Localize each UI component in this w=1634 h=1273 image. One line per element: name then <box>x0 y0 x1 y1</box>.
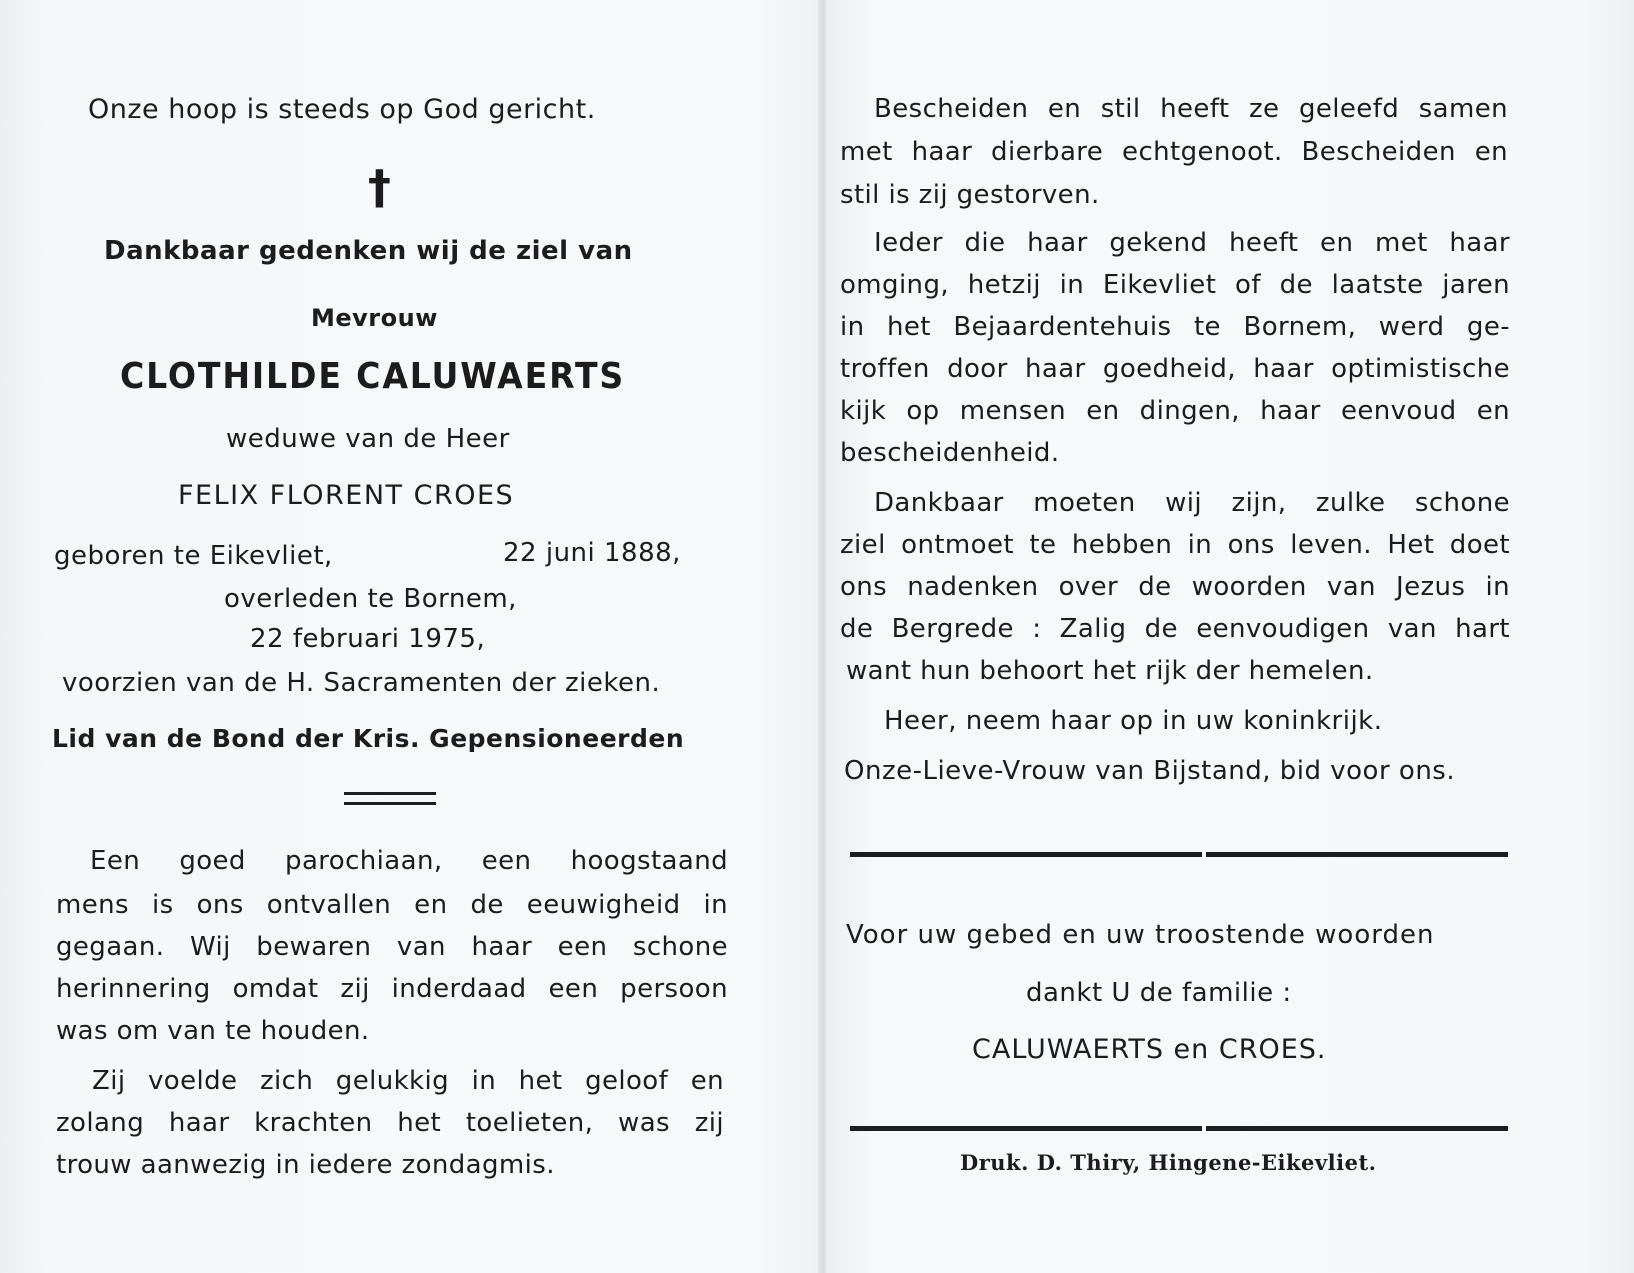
paragraph-line: gegaan. Wij bewaren van haar een schone <box>56 932 728 962</box>
deceased-name: CLOTHILDE CALUWAERTS <box>120 356 626 397</box>
paragraph-line: bescheidenheid. <box>840 438 1060 468</box>
rule-left-segment <box>850 852 1202 857</box>
intro-line: Dankbaar gedenken wij de ziel van <box>104 236 633 266</box>
paragraph-line: troffen door haar goedheid, haar optimistische <box>840 354 1510 384</box>
paragraph-line: want hun behoort het rijk der hemelen. <box>846 656 1374 686</box>
double-rule-bottom <box>344 802 436 805</box>
paragraph-line: was om van te houden. <box>56 1016 370 1046</box>
rule-right-segment <box>1206 852 1508 857</box>
paragraph-line: Een goed parochiaan, een hoogstaand <box>90 846 728 876</box>
born-place: geboren te Eikevliet, <box>54 541 333 571</box>
paragraph-line: herinnering omdat zij inderdaad een persoon <box>56 974 728 1004</box>
rule-right-segment <box>1206 1126 1508 1131</box>
paragraph-line: omging, hetzij in Eikevliet of de laatste jaren <box>840 270 1510 300</box>
printer-credit: Druk. D. Thiry, Hingene-Eikevliet. <box>960 1150 1377 1175</box>
prayer-line: Onze-Lieve-Vrouw van Bijstand, bid voor ons. <box>844 756 1456 786</box>
rule-left-segment <box>850 1126 1202 1131</box>
born-date: 22 juni 1888, <box>503 538 681 568</box>
paragraph-line: mens is ons ontvallen en de eeuwigheid in <box>56 890 728 920</box>
paragraph-line: stil is zij gestorven. <box>840 180 1100 210</box>
sacraments-line: voorzien van de H. Sacramenten der zieken. <box>62 668 661 698</box>
paragraph-line: met haar dierbare echtgenoot. Bescheiden en <box>840 137 1508 167</box>
died-place: overleden te Bornem, <box>224 584 517 614</box>
paragraph-line: zolang haar krachten het toelieten, was zij <box>56 1108 724 1138</box>
paragraph-line: Ieder die haar gekend heeft en met haar <box>874 228 1510 258</box>
paragraph-line: ziel ontmoet te hebben in ons leven. Het doet <box>840 530 1510 560</box>
member-line: Lid van de Bond der Kris. Gepensioneerden <box>52 724 685 753</box>
title-mevrouw: Mevrouw <box>311 304 438 332</box>
thanks-family-line: dankt U de familie : <box>1026 978 1292 1008</box>
prayer-line: Heer, neem haar op in uw koninkrijk. <box>884 706 1383 736</box>
right-page <box>826 0 1634 1273</box>
husband-name: FELIX FLORENT CROES <box>178 480 515 511</box>
widow-of-line: weduwe van de Heer <box>226 424 510 454</box>
paragraph-line: Dankbaar moeten wij zijn, zulke schone <box>874 488 1510 518</box>
thanks-line: Voor uw gebed en uw troostende woorden <box>846 920 1435 950</box>
paragraph-line: ons nadenken over de woorden van Jezus in <box>840 572 1510 602</box>
paragraph-line: trouw aanwezig in iedere zondagmis. <box>56 1150 555 1180</box>
double-rule-top <box>344 792 436 795</box>
paragraph-line: Zij voelde zich gelukkig in het geloof en <box>92 1066 724 1096</box>
paragraph-line: kijk op mensen en dingen, haar eenvoud en <box>840 396 1510 426</box>
paragraph-line: de Bergrede : Zalig de eenvoudigen van hart <box>840 614 1510 644</box>
paragraph-line: in het Bejaardentehuis te Bornem, werd ge- <box>840 312 1510 342</box>
died-date: 22 februari 1975, <box>250 624 486 654</box>
motto: Onze hoop is steeds op God gericht. <box>88 94 596 125</box>
paragraph-line: Bescheiden en stil heeft ze geleefd samen <box>874 94 1508 124</box>
cross-icon: † <box>368 160 391 214</box>
families-line: CALUWAERTS en CROES. <box>972 1034 1327 1065</box>
